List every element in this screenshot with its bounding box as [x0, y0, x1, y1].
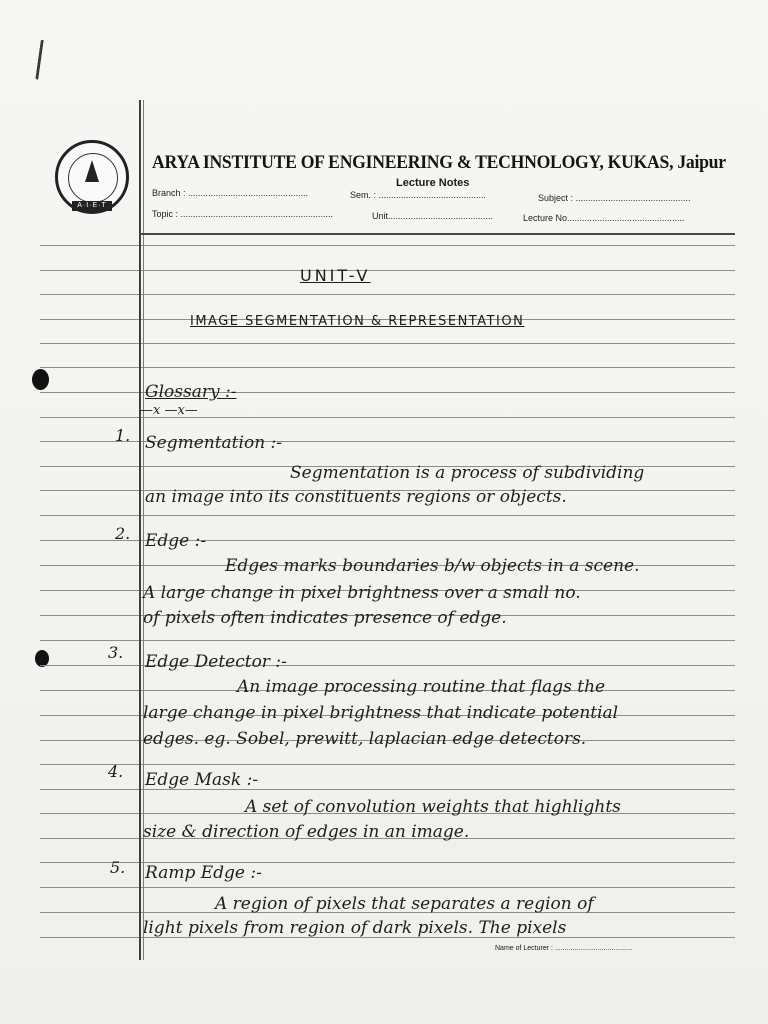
institute-logo — [55, 140, 129, 214]
ruled-line — [40, 887, 735, 888]
punch-hole — [32, 369, 49, 390]
entry-term: Segmentation :- — [145, 433, 283, 453]
unit-field: Unit.......................................... — [372, 211, 494, 221]
ruled-line — [40, 515, 735, 516]
entry-line: A set of convolution weights that highlights — [245, 797, 621, 817]
ruled-line — [40, 294, 735, 295]
topic-field: Topic : ............................................................. — [152, 209, 334, 219]
entry-line: large change in pixel brightness that indicate potential — [143, 703, 619, 723]
entry-number: 1. — [115, 426, 131, 445]
entry-term: Edge Detector :- — [145, 652, 287, 672]
entry-line: Segmentation is a process of subdividing — [290, 463, 645, 483]
lecturer-name-field: Name of Lecturer : ........................................ — [495, 945, 633, 952]
glossary-divider: —x —x— — [140, 403, 198, 418]
entry-number: 5. — [110, 858, 126, 877]
entry-number: 3. — [108, 643, 124, 662]
margin-line — [139, 100, 141, 960]
entry-line: Edges marks boundaries b/w objects in a scene. — [225, 556, 640, 576]
entry-line: edges. eg. Sobel, prewitt, laplacian edge detectors. — [143, 729, 587, 749]
entry-number: 2. — [115, 524, 131, 543]
ruled-line — [40, 343, 735, 344]
subject-field: Subject : .............................................. — [538, 193, 691, 203]
ruled-line — [40, 367, 735, 368]
entry-line: A large change in pixel brightness over a small no. — [143, 583, 581, 603]
staple-mark — [35, 40, 48, 81]
sem-field: Sem. : ........................................... — [350, 190, 487, 200]
entry-term: Edge :- — [145, 531, 207, 551]
entry-line: A region of pixels that separates a region of — [215, 894, 594, 914]
logo-text: A·I·E·T — [72, 201, 112, 211]
ruled-line — [40, 640, 735, 641]
chapter-title: IMAGE SEGMENTATION & REPRESENTATION — [190, 314, 525, 329]
entry-line: light pixels from region of dark pixels. The pixels — [143, 918, 567, 938]
entry-line: an image into its constituents regions or objects. — [145, 487, 567, 507]
entry-line: size & direction of edges in an image. — [143, 822, 470, 842]
entry-term: Ramp Edge :- — [145, 863, 262, 883]
doc-type: Lecture Notes — [396, 177, 470, 189]
ruled-line — [40, 270, 735, 271]
header-divider — [140, 233, 735, 235]
entry-line: of pixels often indicates presence of edge. — [143, 608, 507, 628]
branch-field: Branch : ................................................ — [152, 188, 309, 198]
ruled-line — [40, 245, 735, 246]
entry-term: Edge Mask :- — [145, 770, 259, 790]
glossary-heading: Glossary :- — [145, 382, 237, 402]
entry-number: 4. — [108, 762, 124, 781]
ruled-line — [40, 764, 735, 765]
lecture-no-field: Lecture No............................................... — [523, 213, 685, 223]
entry-line: An image processing routine that flags the — [237, 677, 606, 697]
institute-name: ARYA INSTITUTE OF ENGINEERING & TECHNOLOGY, KUKAS, Jaipur — [152, 152, 726, 173]
unit-title: UNIT-V — [300, 266, 371, 285]
